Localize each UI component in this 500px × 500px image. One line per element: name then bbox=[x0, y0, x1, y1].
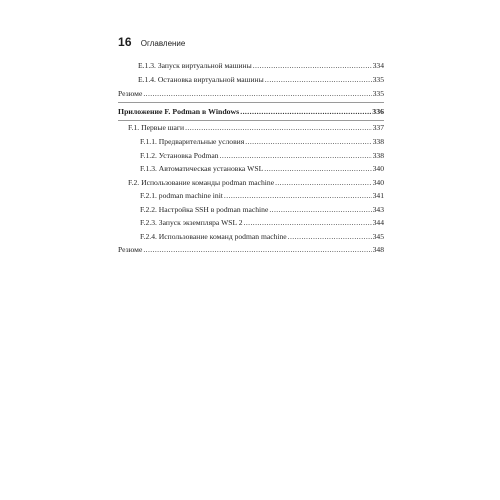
toc-entry-page: 338 bbox=[372, 137, 384, 146]
toc-entry-page: 340 bbox=[372, 164, 384, 173]
toc-entry[interactable] bbox=[140, 164, 384, 174]
running-title: Оглавление bbox=[140, 39, 186, 48]
toc-entry-title: E.1.4. Остановка виртуальной машины bbox=[138, 75, 264, 84]
toc-entry[interactable] bbox=[140, 218, 384, 228]
toc-entry-page: 335 bbox=[372, 89, 384, 98]
section-divider-top bbox=[118, 102, 384, 103]
toc-entry-page: 343 bbox=[372, 205, 384, 214]
toc-entry-title: E.1.3. Запуск виртуальной машины bbox=[138, 61, 252, 70]
toc-entry-title: F.1. Первые шаги bbox=[128, 123, 185, 132]
dot-leader bbox=[269, 205, 371, 215]
dot-leader bbox=[264, 164, 371, 174]
dot-leader bbox=[253, 61, 372, 71]
dot-leader bbox=[244, 218, 372, 228]
toc-entry-title: F.2.4. Использование команд podman machine bbox=[140, 232, 287, 241]
dot-leader bbox=[245, 137, 371, 147]
toc-entry-title: F.1.3. Автоматическая установка WSL bbox=[140, 164, 264, 173]
toc-entry[interactable] bbox=[140, 151, 384, 161]
toc-entry-title: F.2.1. podman machine init bbox=[140, 191, 223, 200]
toc-entry[interactable] bbox=[118, 89, 384, 99]
dot-leader bbox=[185, 123, 371, 133]
toc-entry[interactable] bbox=[140, 137, 384, 147]
toc-entry-title: F.2.3. Запуск экземпляра WSL 2 bbox=[140, 218, 243, 227]
toc-entry-page: 336 bbox=[372, 107, 384, 116]
toc-entry[interactable] bbox=[128, 178, 384, 188]
toc-entry-title: Приложение F. Podman в Windows bbox=[118, 107, 240, 116]
section-divider-bottom bbox=[118, 120, 384, 121]
toc-entry-title: Резюме bbox=[118, 89, 143, 98]
dot-leader bbox=[220, 151, 372, 161]
toc-entry-page: 345 bbox=[372, 232, 384, 241]
toc-entry-page: 348 bbox=[372, 245, 384, 254]
page-number: 16 bbox=[118, 35, 132, 49]
toc-entry[interactable] bbox=[138, 61, 384, 71]
toc-entry-page: 335 bbox=[372, 75, 384, 84]
toc-entry-page: 337 bbox=[372, 123, 384, 132]
dot-leader bbox=[224, 191, 372, 201]
dot-leader bbox=[265, 75, 372, 85]
toc-entry-title: F.2.2. Настройка SSH в podman machine bbox=[140, 205, 269, 214]
dot-leader bbox=[275, 178, 372, 188]
toc-entry[interactable] bbox=[118, 245, 384, 255]
toc-entry-page: 341 bbox=[372, 191, 384, 200]
toc-entry[interactable] bbox=[138, 75, 384, 85]
dot-leader bbox=[288, 232, 372, 242]
toc-entry[interactable] bbox=[128, 123, 384, 133]
toc-entry[interactable] bbox=[140, 205, 384, 215]
toc-entry-title: F.1.1. Предварительные условия bbox=[140, 137, 245, 146]
toc-entry[interactable] bbox=[140, 191, 384, 201]
dot-leader bbox=[143, 89, 371, 99]
toc-entry-page: 340 bbox=[372, 178, 384, 187]
dot-leader bbox=[240, 107, 371, 117]
toc-entry-page: 344 bbox=[372, 218, 384, 227]
toc-entry-page: 334 bbox=[372, 61, 384, 70]
toc-entry[interactable] bbox=[140, 232, 384, 242]
dot-leader bbox=[143, 245, 371, 255]
toc-entry-title: F.1.2. Установка Podman bbox=[140, 151, 219, 160]
toc-entry-title: F.2. Использование команды podman machine bbox=[128, 178, 275, 187]
toc-entry-page: 338 bbox=[372, 151, 384, 160]
toc-appendix-entry[interactable] bbox=[118, 107, 384, 117]
toc-entry-title: Резюме bbox=[118, 245, 143, 254]
